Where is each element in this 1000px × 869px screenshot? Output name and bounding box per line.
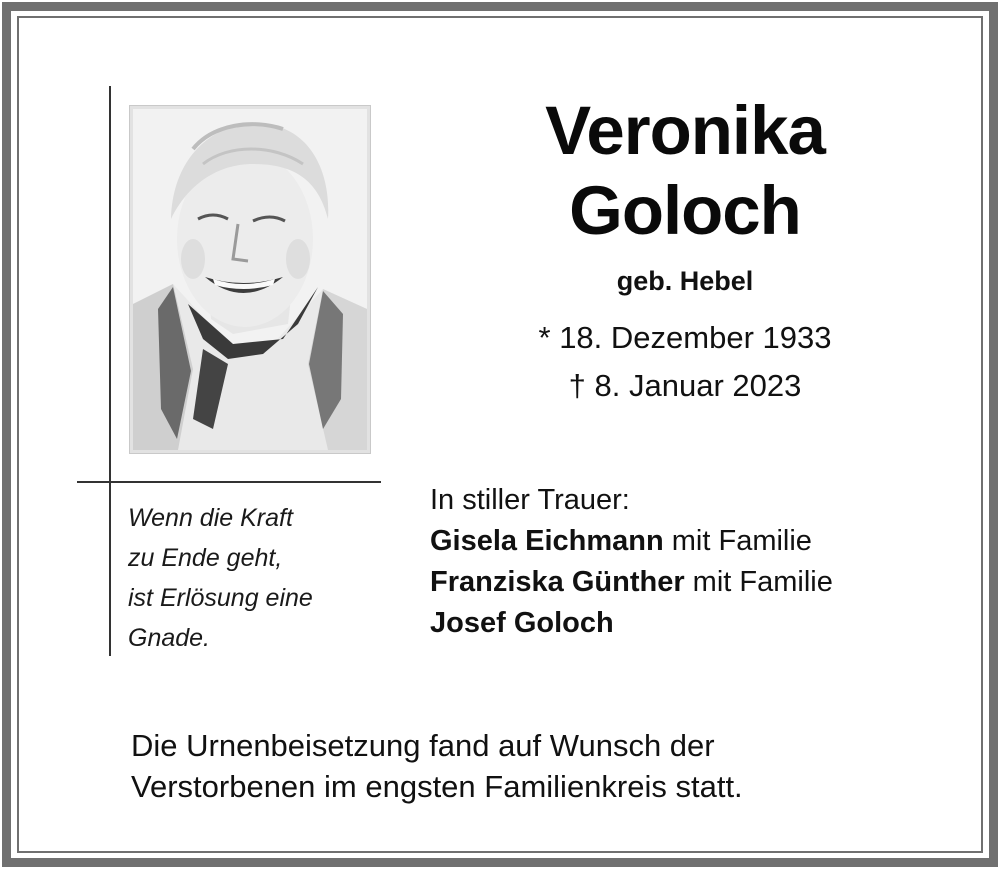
burial-notice: [131, 725, 931, 807]
burial-notice-line: Die Urnenbeisetzung fand auf Wunsch der: [131, 728, 715, 763]
cross-horizontal-line: [77, 481, 381, 483]
maiden-name: geb. Hebel: [616, 266, 754, 296]
quote: [128, 498, 388, 658]
mourner-suffix: mit Familie: [684, 566, 833, 598]
quote-line: ist Erlösung eine: [128, 584, 313, 612]
mourner-entry: [430, 562, 970, 603]
burial-notice-line: Verstorbenen im engsten Familienkreis statt.: [131, 769, 743, 804]
mourner-suffix: mit Familie: [663, 525, 812, 557]
mourners-block: [430, 480, 970, 644]
portrait-image: [133, 109, 367, 450]
quote-line: zu Ende geht,: [128, 544, 283, 572]
birth-date: * 18. Dezember 1933: [538, 320, 832, 355]
mourner-entry: [430, 603, 970, 644]
cross-vertical-line: [109, 86, 111, 656]
last-name: Goloch: [569, 172, 801, 249]
first-name: Veronika: [545, 92, 825, 169]
mourner-name: Josef Goloch: [430, 607, 614, 639]
portrait-photo: [130, 106, 370, 453]
death-date: † 8. Januar 2023: [568, 368, 802, 403]
mourner-name: Gisela Eichmann: [430, 525, 664, 557]
quote-line: Gnade.: [128, 624, 211, 652]
mourners-heading: In stiller Trauer:: [430, 484, 630, 516]
mourner-entry: [430, 521, 970, 562]
quote-line: Wenn die Kraft: [128, 504, 293, 532]
mourner-name: Franziska Günther: [430, 566, 685, 598]
